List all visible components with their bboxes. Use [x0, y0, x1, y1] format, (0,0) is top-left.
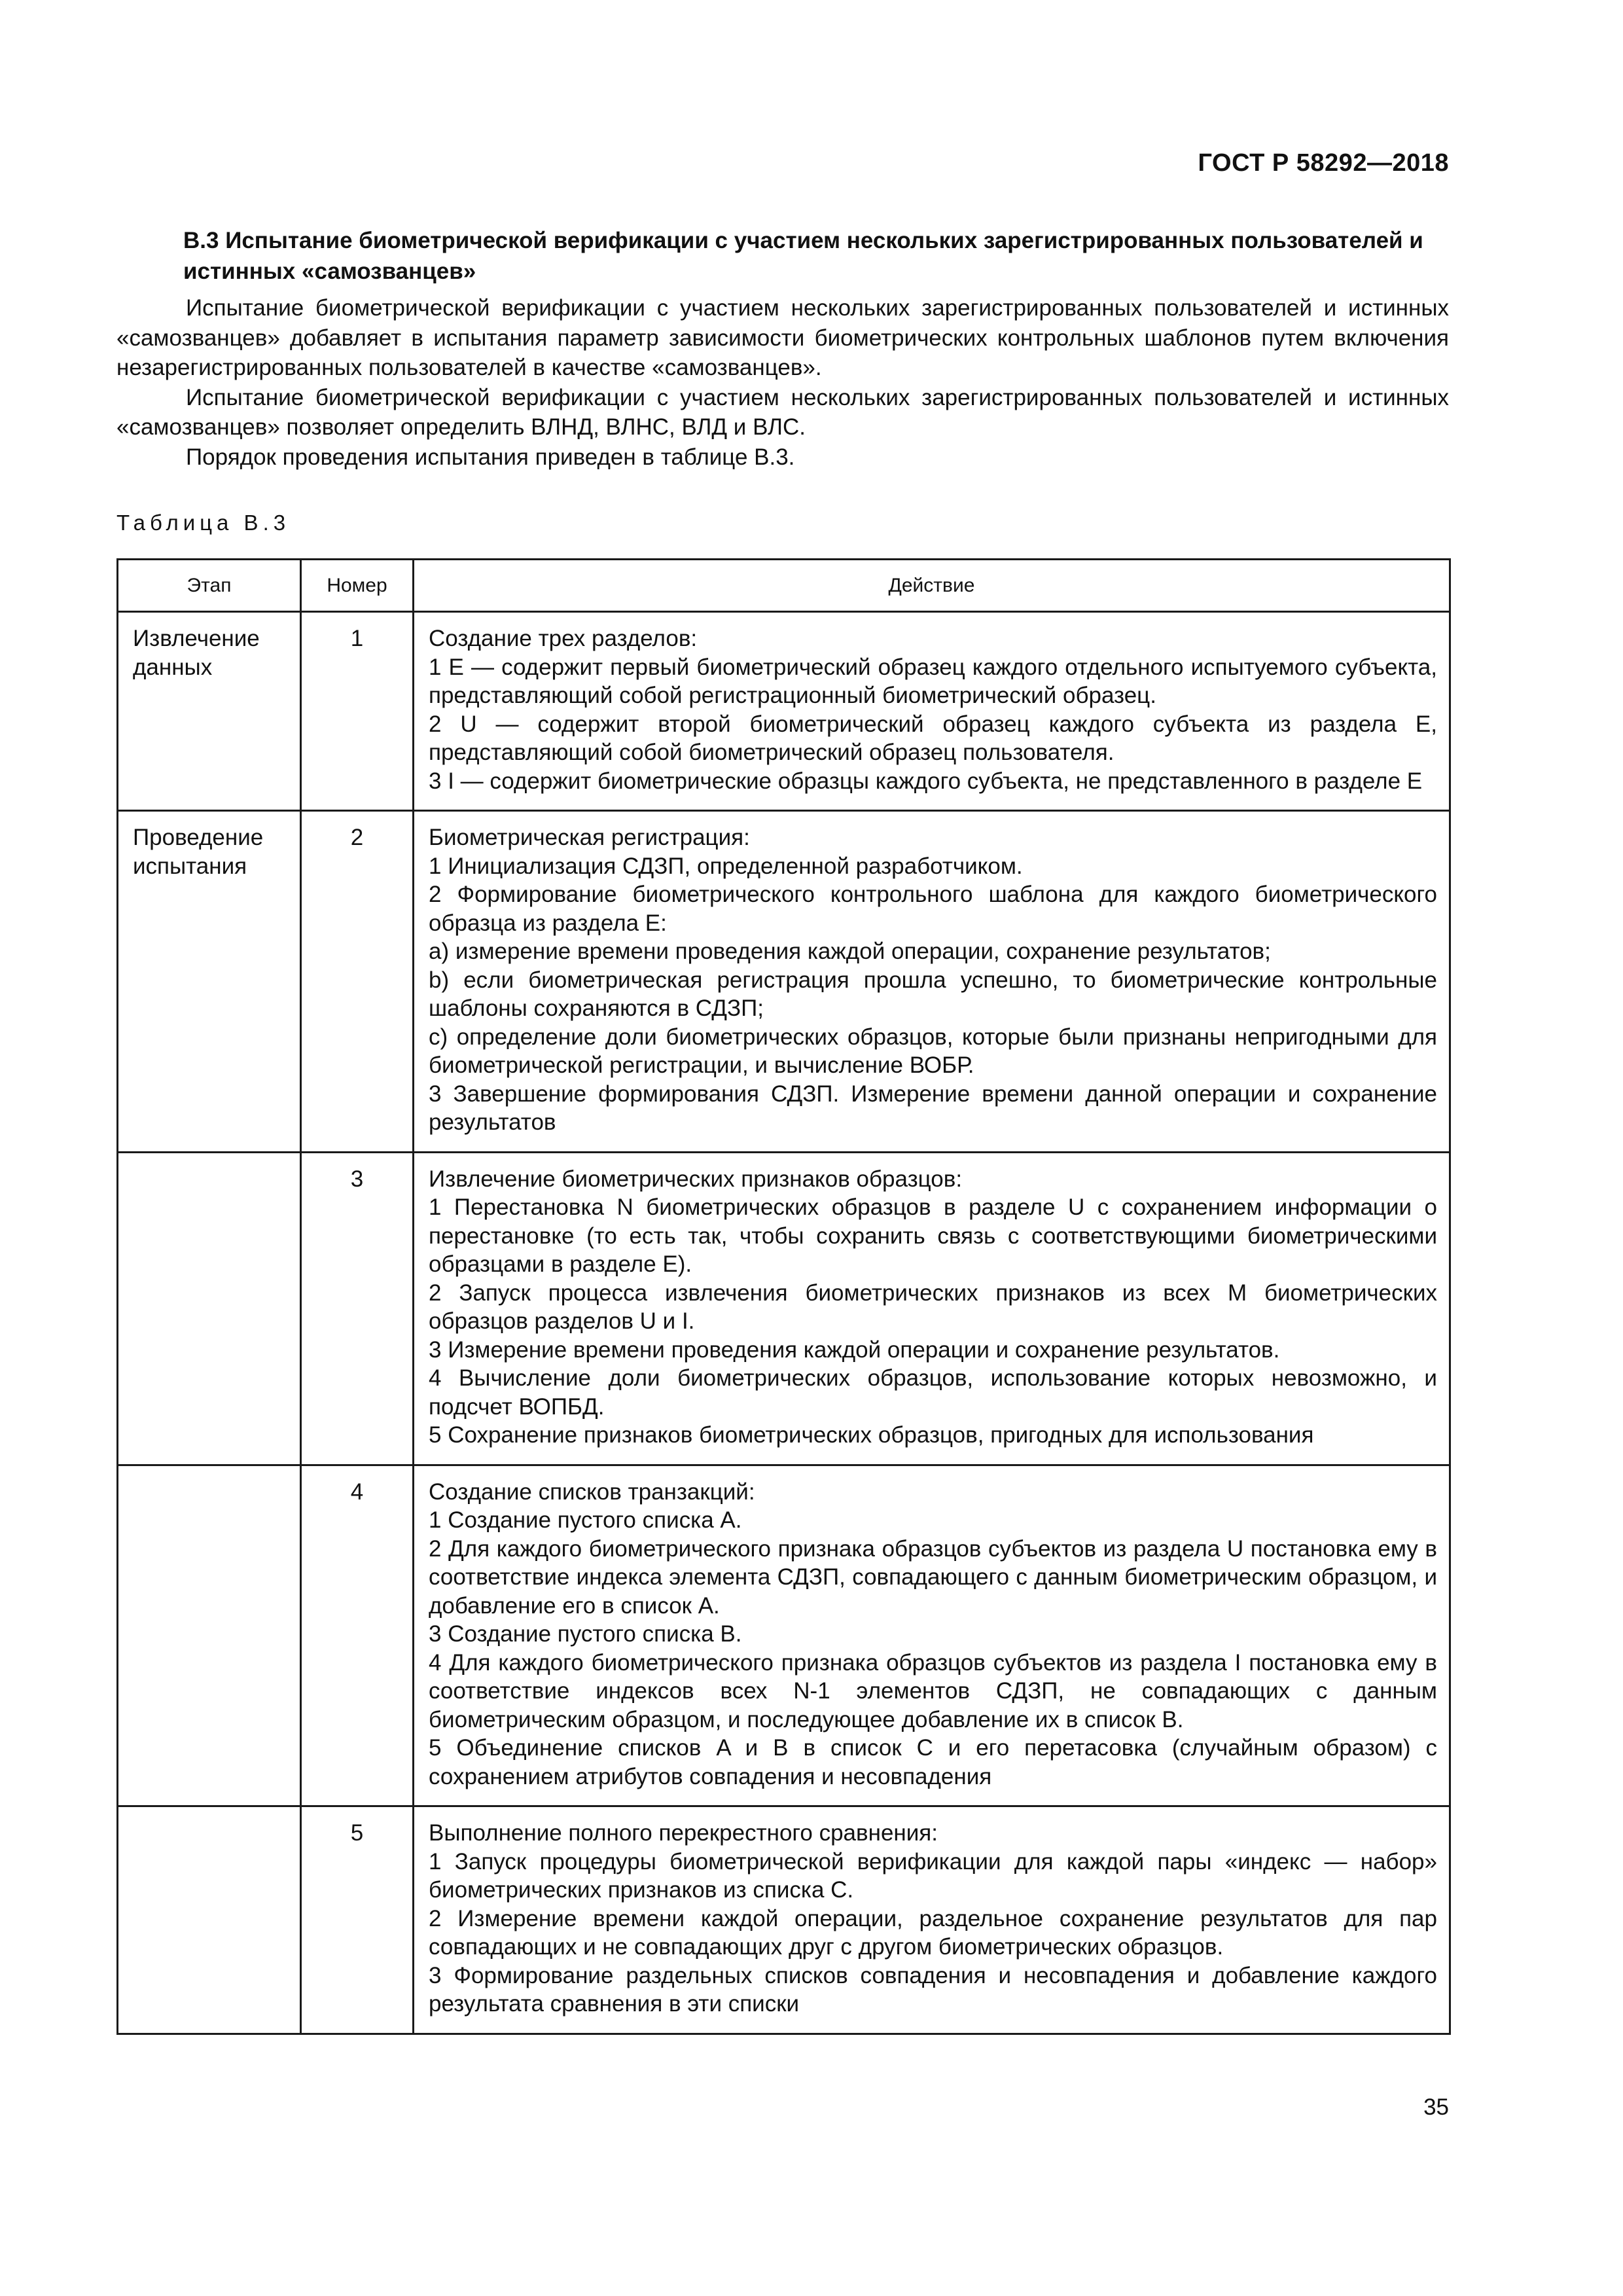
table-caption: Таблица В.3: [116, 511, 291, 535]
action-line: 3 Создание пустого списка B.: [429, 1621, 742, 1647]
action-line: 1 Перестановка N биометрических образцов в разделе U с сохранением информации о перестановке (то есть так, чтобы сохранить связь с соответствующими биометрическими образцами в разделе E).: [429, 1194, 1437, 1277]
action-line: Создание трех разделов:: [429, 626, 698, 651]
action-line: 1 Запуск процедуры биометрической верификации для каждой пары «индекс — набор» биометрических признаков из списка C.: [429, 1848, 1437, 1903]
action-line: c) определение доли биометрических образцов, которые были признаны непригодными для биометрической регистрации, и вычисление ВОБР.: [429, 1024, 1437, 1078]
page-number: 35: [1423, 2094, 1449, 2120]
table-header-row: [118, 560, 1450, 612]
action-cell: [414, 811, 1450, 1153]
table-row: [118, 612, 1450, 811]
number-cell: 1: [301, 612, 414, 811]
paragraph: Порядок проведения испытания приведен в таблице В.3.: [186, 444, 795, 470]
stage-cell: [118, 1806, 301, 2034]
action-cell: [414, 1152, 1450, 1465]
section-title: В.3 Испытание биометрической верификации с участием нескольких зарегистрированных пользователей и истинных «самозванцев»: [183, 228, 1423, 284]
action-line: 2 Формирование биометрического контрольного шаблона для каждого биометрического образца из раздела E:: [429, 882, 1437, 936]
table-body: [118, 612, 1450, 2034]
action-line: 3 I — содержит биометрические образцы каждого субъекта, не представленного в разделе E: [429, 768, 1423, 794]
stage-cell: Проведение испытания: [118, 811, 301, 1153]
table-row: [118, 1806, 1450, 2034]
stage-cell: Извлечение данных: [118, 612, 301, 811]
action-cell: [414, 1465, 1450, 1806]
action-line: 2 Запуск процесса извлечения биометрических признаков из всех M биометрических образцов разделов U и I.: [429, 1280, 1437, 1334]
number-cell: 5: [301, 1806, 414, 2034]
body-text: [116, 293, 1449, 472]
action-line: 5 Объединение списков A и B в список C и его перетасовка (случайным образом) с сохранением атрибутов совпадения и несовпадения: [429, 1735, 1437, 1789]
action-line: 1 Создание пустого списка A.: [429, 1507, 742, 1533]
action-cell: [414, 1806, 1450, 2034]
action-line: Извлечение биометрических признаков образцов:: [429, 1166, 963, 1192]
action-line: 4 Вычисление доли биометрических образцов, использование которых невозможно, и подсчет ВОПБД.: [429, 1365, 1437, 1420]
header-action: Действие: [414, 560, 1450, 612]
table-row: [118, 1465, 1450, 1806]
stage-cell: [118, 1465, 301, 1806]
action-line: Выполнение полного перекрестного сравнения:: [429, 1820, 938, 1846]
action-line: Создание списков транзакций:: [429, 1479, 755, 1505]
action-line: 2 Измерение времени каждой операции, раздельное сохранение результатов для пар совпадающих и не совпадающих друг с другом биометрических образцов.: [429, 1905, 1437, 1960]
table-row: [118, 1152, 1450, 1465]
action-line: 3 Формирование раздельных списков совпадения и несовпадения и добавление каждого результата сравнения в эти списки: [429, 1962, 1437, 2017]
header-stage: Этап: [118, 560, 301, 612]
action-cell: [414, 612, 1450, 811]
action-line: 4 Для каждого биометрического признака образцов субъектов из раздела I постановка ему в соответствие индексов всех N-1 элементов СДЗП, не совпадающих с данным биометрическим образцом, и последующее добавление их в список B.: [429, 1649, 1437, 1732]
action-line: b) если биометрическая регистрация прошла успешно, то биометрические контрольные шаблоны сохраняются в СДЗП;: [429, 967, 1437, 1021]
number-cell: 3: [301, 1152, 414, 1465]
action-line: 2 Для каждого биометрического признака образцов субъектов из раздела U постановка ему в соответствие индекса элемента СДЗП, совпадающего с данным биометрическим образцом, и добавление его в список A.: [429, 1535, 1437, 1619]
action-line: 3 Измерение времени проведения каждой операции и сохранение результатов.: [429, 1336, 1280, 1363]
paragraph: Испытание биометрической верификации с участием нескольких зарегистрированных пользователей и истинных «самозванцев» позволяет определить ВЛНД, ВЛНС, ВЛД и ВЛС.: [116, 384, 1449, 440]
action-line: 1 Инициализация СДЗП, определенной разработчиком.: [429, 853, 1023, 879]
header-number: Номер: [301, 560, 414, 612]
action-line: 2 U — содержит второй биометрический образец каждого субъекта из раздела E, представляющий собой биометрический образец пользователя.: [429, 711, 1437, 765]
number-cell: 2: [301, 811, 414, 1153]
number-cell: 4: [301, 1465, 414, 1806]
standard-code: ГОСТ Р 58292—2018: [1198, 149, 1449, 177]
action-line: Биометрическая регистрация:: [429, 825, 750, 850]
action-line: 3 Завершение формирования СДЗП. Измерение времени данной операции и сохранение результатов: [429, 1081, 1437, 1135]
procedure-table: [116, 558, 1451, 2035]
action-line: a) измерение времени проведения каждой операции, сохранение результатов;: [429, 939, 1271, 964]
stage-cell: [118, 1152, 301, 1465]
paragraph: Испытание биометрической верификации с участием нескольких зарегистрированных пользователей и истинных «самозванцев» добавляет в испытания параметр зависимости биометрических контрольных шаблонов путем включения незарегистрированных пользователей в качестве «самозванцев».: [116, 295, 1449, 380]
action-line: 1 E — содержит первый биометрический образец каждого отдельного испытуемого субъекта, представляющий собой регистрационный биометрический образец.: [429, 654, 1437, 708]
action-line: 5 Сохранение признаков биометрических образцов, пригодных для использования: [429, 1422, 1314, 1448]
table-row: [118, 811, 1450, 1153]
